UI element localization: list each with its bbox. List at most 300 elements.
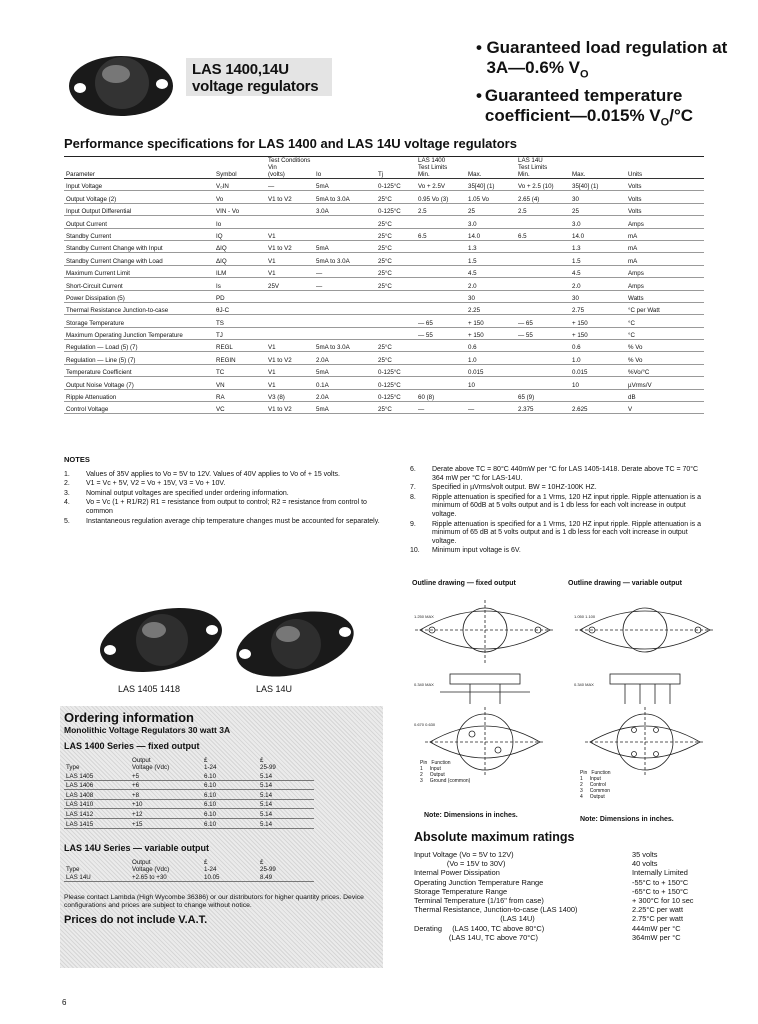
cell-io [314,302,376,314]
ordering-cell: LAS 1415 [64,818,130,828]
table-row [64,240,704,252]
cell-max1: 1.5 [466,253,516,265]
cell-param: Regulation — Load (5) (7) [64,340,214,352]
note-text: Instantaneous regulation average chip temperature changes must be accounted for separately. [86,517,380,525]
ordering-cell: 6.10 [202,771,258,780]
table-row [64,790,314,800]
feature-bullet-load-regulation: • Guaranteed load regulation at 3A—0.6% $V_O$ [476,38,728,81]
cell-io [314,327,376,339]
note-text: Specified in µVrms/volt output. BW = 10HZ-100K HZ. [432,484,597,492]
cell-max1: — [466,402,516,414]
cell-param: Thermal Resistance Junction-to-case [64,302,214,314]
cell-max1: 35[40] (1) [466,179,516,191]
cell-tj: 0-125°C [376,203,416,215]
table-row [64,278,704,290]
cell-min1 [416,278,466,290]
cell-param: Input Output Differential [64,203,214,215]
note-text: Ripple attenuation is specified for a 1 Vrms, 120 HZ input ripple. Ripple attenuation is a minimum of 65 dB at 5 volts output and is 1 db less for each volt increase in output voltage. [432,520,702,545]
cell-param: Output Current [64,216,214,228]
cell-tj: 25°C [376,253,416,265]
cell-max2: 30 [570,290,626,302]
cell-sym: Io [214,216,266,228]
ordering-cell: 10.05 [202,873,258,882]
cell-max2: + 150 [570,327,626,339]
cell-io: 5mA [314,240,376,252]
table-row [64,402,704,414]
cell-sym: VIN - Vo [214,203,266,215]
cell-sym: VC [214,402,266,414]
cell-vin: V3 (8) [266,389,314,401]
cell-max2: 0.015 [570,364,626,376]
cell-units: mA [626,228,704,240]
cell-param: Standby Current Change with Input [64,240,214,252]
cell-units: Amps [626,216,704,228]
product-title-line2: voltage regulators [192,78,319,95]
cell-vin: V1 [266,340,314,352]
abs-max-label: Thermal Resistance, Junction-to-case (LAS 1400) [414,905,578,915]
ordering-cell: LAS 1410 [64,799,130,809]
feature-bullet-temp-coefficient: • Guaranteed temperature coefficient—0.015% $V_O/^\circ C$ [476,86,694,129]
cell-min1: 2.5 [416,203,466,215]
note-number: 10. [410,547,420,555]
cell-max2: 14.0 [570,228,626,240]
note-number: 2. [64,480,70,488]
col-las14u-max: Max. [570,157,626,179]
cell-max2: 3.0 [570,216,626,228]
cell-io [314,228,376,240]
cell-sym: IQ [214,228,266,240]
cell-io: 3.0A [314,203,376,215]
abs-max-row [414,933,714,942]
cell-vin: V1 [266,253,314,265]
cell-sym: REGL [214,340,266,352]
cell-min2: — 65 [516,315,570,327]
svg-text:1.050 1.100: 1.050 1.100 [574,614,596,619]
ordering-cell: 6.10 [202,780,258,790]
abs-max-label: (Vo = 15V to 30V) [414,859,506,869]
cell-tj: 25°C [376,228,416,240]
note-number: 5. [64,517,70,525]
fixed-pin-legend: Pin Function 1 Input 2 Output 3 Ground (common) [420,760,471,784]
cell-units: % Vo [626,352,704,364]
ordering-cell: +5 [130,771,202,780]
table-row [64,253,704,265]
col-parameter: Parameter [64,157,214,179]
cell-sym: RA [214,389,266,401]
abs-max-label: Storage Temperature Range [414,886,508,896]
cell-tj [376,302,416,314]
ordering-subtitle: Monolithic Voltage Regulators 30 watt 3A [64,725,231,735]
feature-bullets [476,38,746,133]
cell-vin: V1 [266,377,314,389]
notes-heading: NOTES [64,455,90,464]
table-row [64,818,314,828]
table-row [64,228,704,240]
cell-max1: 1.3 [466,240,516,252]
cell-param: Regulation — Line (5) (7) [64,352,214,364]
cell-io: 5mA to 3.0A [314,253,376,265]
cell-min1: 0.95 Vo (3) [416,191,466,203]
cell-min2: — 55 [516,327,570,339]
cell-max1: 25 [466,203,516,215]
table-row [64,364,704,376]
cell-max2: 0.6 [570,340,626,352]
cell-sym: θJ-C [214,302,266,314]
series2-col-type: Type [66,865,80,873]
note-item [410,494,710,520]
ordering-cell: 5.14 [258,799,314,809]
abs-max-row [414,914,714,923]
regulator-can-photo-top [66,40,176,130]
col-io: Io [314,157,376,179]
ordering-cell: 5.14 [258,809,314,819]
cell-io: 5mA to 3.0A [314,340,376,352]
ordering-footer: Please contact Lambda (High Wycombe 36386) or our distributors for higher quantity prices. Device configurations and prices are subject to change without notice. [64,894,364,910]
note-item [64,499,384,516]
cell-max1: 2.25 [466,302,516,314]
cell-max2: 25 [570,203,626,215]
cell-sym: REGIN [214,352,266,364]
cell-tj: 0-125°C [376,377,416,389]
table-row [64,179,704,191]
cell-tj [376,290,416,302]
ordering-cell: LAS 1408 [64,790,130,800]
cell-min2: 6.5 [516,228,570,240]
cell-tj: 25°C [376,216,416,228]
cell-vin: — [266,179,314,191]
cell-param: Ripple Attenuation [64,389,214,401]
cell-units: % Vo [626,340,704,352]
cell-min2 [516,352,570,364]
table-row [64,873,314,882]
abs-max-label: Operating Junction Temperature Range [414,877,544,887]
abs-max-value: 35 volts [632,850,658,859]
note-text: Values of 35V applies to Vo = 5V to 12V. Values of 40V applies to Vo of + 15 volts. [86,470,340,478]
cell-min2: 2.375 [516,402,570,414]
abs-max-list [414,850,714,942]
series1-table [64,757,314,829]
cell-max1: + 150 [466,315,516,327]
cell-units: mA [626,253,704,265]
cell-tj: 25°C [376,402,416,414]
cell-sym: PD [214,290,266,302]
cell-param: Output Noise Voltage (7) [64,377,214,389]
notes-left [64,456,384,527]
cell-units: Amps [626,265,704,277]
cell-vin: V1 to V2 [266,352,314,364]
cell-tj: 25°C [376,240,416,252]
abs-max-row [414,859,714,868]
cell-min1 [416,216,466,228]
cell-min1 [416,340,466,352]
cell-vin: V1 to V2 [266,191,314,203]
ordering-cell: 5.14 [258,818,314,828]
col-symbol: Symbol [214,157,266,179]
cell-units: dB [626,389,704,401]
ordering-cell: +6 [130,780,202,790]
abs-max-value: 2.25°C per watt [632,905,684,915]
cell-max1: 2.0 [466,278,516,290]
abs-max-title: Absolute maximum ratings [414,830,575,844]
cell-max2: 1.5 [570,253,626,265]
abs-max-row [414,878,714,887]
note-item [410,484,710,493]
ordering-cell: 6.10 [202,818,258,828]
abs-max-label: Internal Power Dissipation [414,868,500,878]
outline-variable-title: Outline drawing — variable output [568,580,682,587]
cell-min2 [516,377,570,389]
perf-section-title: Performance specifications for LAS 1400 and LAS 14U voltage regulators [64,136,517,151]
performance-spec-table [64,157,704,414]
abs-max-row [414,850,714,859]
cell-units: °C per Watt [626,302,704,314]
cell-min2 [516,340,570,352]
product-title-line1: LAS 1400,14U [192,61,289,78]
table-row [64,377,704,389]
note-number: 6. [410,466,416,473]
vat-notice: Prices do not include V.A.T. [64,914,208,927]
cell-max2 [570,389,626,401]
cell-units: °C [626,315,704,327]
series2-title: LAS 14U Series — variable output [64,842,210,853]
cell-io: 2.0A [314,389,376,401]
abs-max-label: (LAS 14U, TC above 70°C) [414,932,538,942]
cell-vin [266,216,314,228]
table-row [64,780,314,790]
cell-max1: 10 [466,377,516,389]
series1-col-qty1: £ 1-24 [204,757,217,771]
cell-tj [376,315,416,327]
cell-min1 [416,377,466,389]
cell-max2: + 150 [570,315,626,327]
note-number: 9. [410,520,416,528]
page-number: 6 [62,998,67,1007]
cell-min2: 65 (9) [516,389,570,401]
abs-max-value: -55°C to + 150°C [632,877,689,887]
cell-sym: VN [214,377,266,389]
series1-col-output: Output Voltage (Vdc) [132,757,170,771]
cell-min1 [416,352,466,364]
cell-vin: 25V [266,278,314,290]
abs-max-row [414,905,714,914]
table-row [64,203,704,215]
cell-min1: 6.5 [416,228,466,240]
cell-min2 [516,302,570,314]
note-item [64,518,384,527]
abs-max-label: Derating (LAS 1400, TC above 80°C) [414,923,545,933]
note-item [64,480,384,489]
note-text: Derate above TC = 80°C 440mW per °C for LAS 1405-1418. Derate above TC = 70°C 364 mW per °C for LAS-14U. [432,466,699,482]
note-number: 4. [64,499,70,507]
cell-sym: TS [214,315,266,327]
cell-min2 [516,216,570,228]
cell-param: Short-Circuit Current [64,278,214,290]
cell-max2: 10 [570,377,626,389]
cell-param: Input Voltage [64,179,214,191]
note-text: Vo = Vc (1 + R1/R2) R1 = resistance from output to control; R2 = resistance from control to common [86,499,367,515]
note-item [64,471,384,480]
table-row [64,389,704,401]
cell-units: °C [626,327,704,339]
cell-io [314,216,376,228]
cell-io [314,290,376,302]
cell-io: 2.0A [314,352,376,364]
col-las14u-min: LAS 14U Test Limits Min. [516,157,570,179]
cell-max2: 2.0 [570,278,626,290]
note-item [410,547,710,556]
cell-min1 [416,290,466,302]
table-row [64,799,314,809]
ordering-cell: LAS 14U [64,873,130,882]
cell-max2: 1.0 [570,352,626,364]
photo-caption-right: LAS 14U [256,684,293,694]
cell-param: Storage Temperature [64,315,214,327]
cell-vin: V1 [266,364,314,376]
table-row [64,265,704,277]
cell-min2 [516,290,570,302]
note-item [410,466,710,483]
abs-max-label: (LAS 14U) [414,914,535,924]
cell-tj: 0-125°C [376,389,416,401]
ordering-cell: 6.10 [202,799,258,809]
note-number: 1. [64,470,70,478]
cell-sym: V₀IN [214,179,266,191]
cell-min1: — [416,402,466,414]
abs-max-value: Internally Limited [632,868,688,878]
series2-col-qty1: £ 1-24 [204,858,217,873]
table-row [64,327,704,339]
cell-min2: 2.65 (4) [516,191,570,203]
cell-param: Control Voltage [64,402,214,414]
table-row [64,352,704,364]
table-row [64,340,704,352]
cell-vin [266,302,314,314]
photo-caption-left: LAS 1405 1418 [118,684,181,694]
ordering-cell: +8 [130,790,202,800]
cell-param: Maximum Current Limit [64,265,214,277]
cell-max1: 0.6 [466,340,516,352]
fixed-dimensions-note: Note: Dimensions in inches. [424,812,518,819]
outline-fixed-title: Outline drawing — fixed output [412,580,516,587]
svg-text:0.670 0.630: 0.670 0.630 [414,722,436,727]
cell-min1: — 65 [416,315,466,327]
col-las1400-min: LAS 1400 Test Limits Min. [416,157,466,179]
cell-min1 [416,302,466,314]
abs-max-value: + 300°C for 10 sec [632,896,694,906]
cell-max2: 1.3 [570,240,626,252]
col-las1400-max: Max. [466,157,516,179]
ordering-cell: LAS 1406 [64,780,130,790]
cell-tj: 0-125°C [376,364,416,376]
cell-io: — [314,278,376,290]
col-units: Units [626,157,704,179]
cell-max1: 4.5 [466,265,516,277]
note-item [64,490,384,499]
cell-min1 [416,364,466,376]
cell-min2 [516,253,570,265]
cell-max1: 14.0 [466,228,516,240]
ordering-cell: 8.49 [258,873,314,882]
cell-vin: V1 [266,228,314,240]
cell-min2 [516,265,570,277]
note-text: Minimum input voltage is 6V. [432,547,521,555]
cell-tj [376,327,416,339]
series1-title: LAS 1400 Series — fixed output [64,741,200,751]
cell-max2: 30 [570,191,626,203]
photo-las1405-1418 [96,600,226,680]
cell-max1 [466,389,516,401]
cell-min2 [516,364,570,376]
table-row [64,809,314,819]
cell-units: Volts [626,191,704,203]
cell-max1: 3.0 [466,216,516,228]
cell-io: 0.1A [314,377,376,389]
series2-table [64,859,314,883]
cell-tj: 25°C [376,352,416,364]
cell-max2: 4.5 [570,265,626,277]
abs-max-row [414,887,714,896]
cell-io: 5mA [314,364,376,376]
cell-param: Maximum Operating Junction Temperature [64,327,214,339]
cell-min1: 60 (8) [416,389,466,401]
note-text: Nominal output voltages are specified under ordering information. [86,489,289,497]
notes-right [410,466,710,557]
table-row [64,302,704,314]
col-tj: Tj [376,157,416,179]
note-number: 3. [64,489,70,497]
svg-text:0.340 MAX: 0.340 MAX [574,682,594,687]
cell-min1: — 55 [416,327,466,339]
note-number: 7. [410,484,416,492]
ordering-cell: +10 [130,799,202,809]
cell-param: Standby Current Change with Load [64,253,214,265]
cell-min1 [416,240,466,252]
cell-tj: 0-125°C [376,179,416,191]
table-row [64,290,704,302]
cell-max1: 30 [466,290,516,302]
cell-sym: Is [214,278,266,290]
cell-max1: 0.015 [466,364,516,376]
cell-min1 [416,265,466,277]
cell-units: Amps [626,278,704,290]
cell-param: Temperature Coefficient [64,364,214,376]
abs-max-row [414,924,714,933]
abs-max-value: 40 volts [632,859,658,869]
series1-col-type: Type [66,764,80,771]
abs-max-row [414,896,714,905]
cell-min1 [416,253,466,265]
note-item [410,521,710,547]
cell-units: Volts [626,203,704,215]
svg-text:0.340 MAX: 0.340 MAX [414,682,434,687]
cell-units: Volts [626,179,704,191]
table-row [64,315,704,327]
cell-sym: TC [214,364,266,376]
note-text: V1 = Vc + 5V, V2 = Vo + 15V, V3 = Vo + 10V. [86,480,226,488]
cell-max1: 1.05 Vo [466,191,516,203]
cell-units: Watts [626,290,704,302]
cell-tj: 25°C [376,191,416,203]
variable-dimensions-note: Note: Dimensions in inches. [580,816,674,823]
cell-max2: 2.75 [570,302,626,314]
cell-sym: Vo [214,191,266,203]
product-title-box [186,58,332,96]
ordering-title: Ordering information [64,710,194,725]
note-text: Ripple attenuation is specified for a 1 Vrms, 120 HZ input ripple. Ripple attenuation is a minimum of 60dB at 5 volts output and is 1 db less for each volt increase in output voltage. [432,493,702,518]
cell-param: Power Dissipation (5) [64,290,214,302]
cell-tj: 25°C [376,340,416,352]
col-vin: Test Conditions Vin (volts) [266,157,314,179]
